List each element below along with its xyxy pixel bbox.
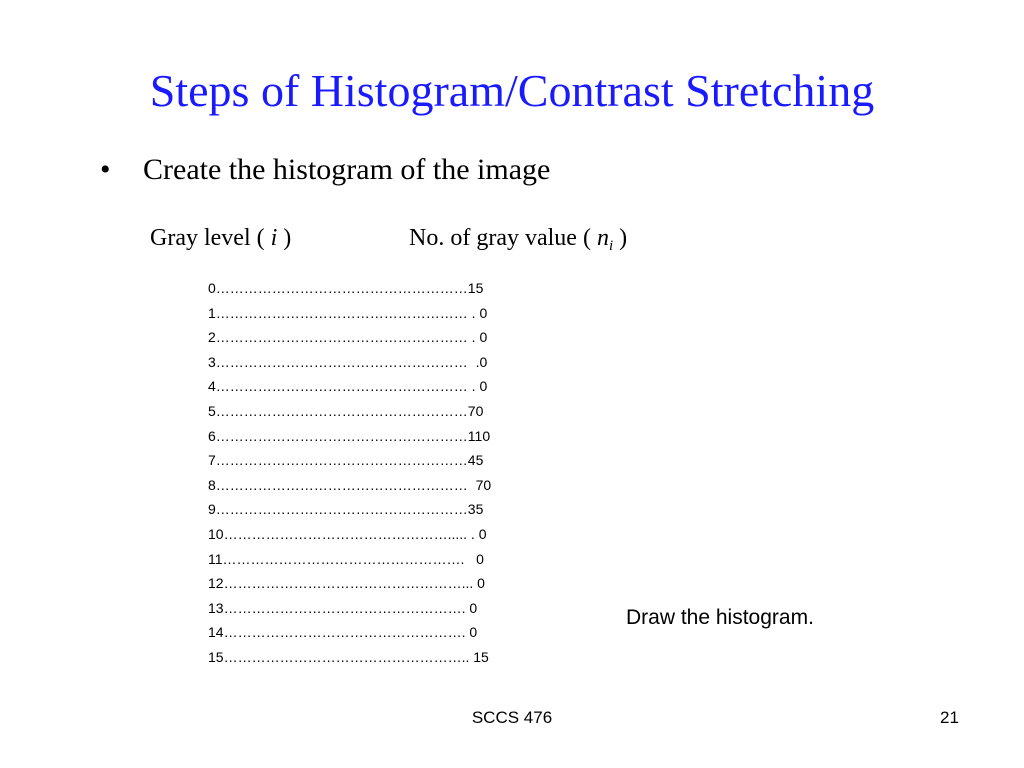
count-prefix: No. of gray value ( (409, 225, 591, 251)
table-row: 12……………………………………………... 0 (208, 575, 485, 592)
table-row: 5………………………………………………70 (208, 402, 484, 419)
bullet-text: Create the histogram of the image (143, 153, 551, 186)
table-row: 8……………………………………………… 70 (208, 476, 492, 493)
count-var: n (596, 225, 609, 251)
table-row: 6………………………………………………110 (208, 427, 491, 444)
table-row: 9………………………………………………35 (208, 501, 484, 518)
gray-level-var: i (270, 225, 278, 251)
table-row: 4……………………………………………… . 0 (208, 378, 488, 395)
count-suffix: ) (619, 225, 628, 251)
table-row: 1……………………………………………… . 0 (208, 304, 488, 321)
histogram-table (208, 276, 491, 670)
bullet-item (100, 152, 550, 188)
slide-title: Steps of Histogram/Contrast Stretching (149, 65, 875, 116)
page-number: 21 (940, 708, 959, 727)
gray-level-header (150, 224, 291, 253)
gray-level-prefix: Gray level ( (150, 225, 265, 251)
table-row: 2……………………………………………… . 0 (208, 329, 488, 346)
table-row: 7………………………………………………45 (208, 452, 484, 469)
table-row: 3……………………………………………… .0 (208, 353, 488, 370)
count-header (409, 224, 627, 255)
instruction-note: Draw the histogram. (626, 606, 814, 629)
table-row: 0………………………………………………15 (208, 280, 484, 296)
table-row: 14……………………………………………. 0 (208, 624, 478, 641)
table-row: 11……………………………………………. 0 (208, 550, 484, 567)
gray-level-suffix: ) (283, 225, 292, 251)
count-subscript: i (608, 238, 614, 254)
table-row: 10…………………………………………..... . 0 (208, 525, 487, 542)
bullet-marker: • (100, 153, 111, 186)
table-row: 13……………………………………………. 0 (208, 599, 478, 616)
table-row: 15…………………………………………….. 15 (208, 648, 489, 665)
footer-course: SCCS 476 (471, 708, 553, 727)
